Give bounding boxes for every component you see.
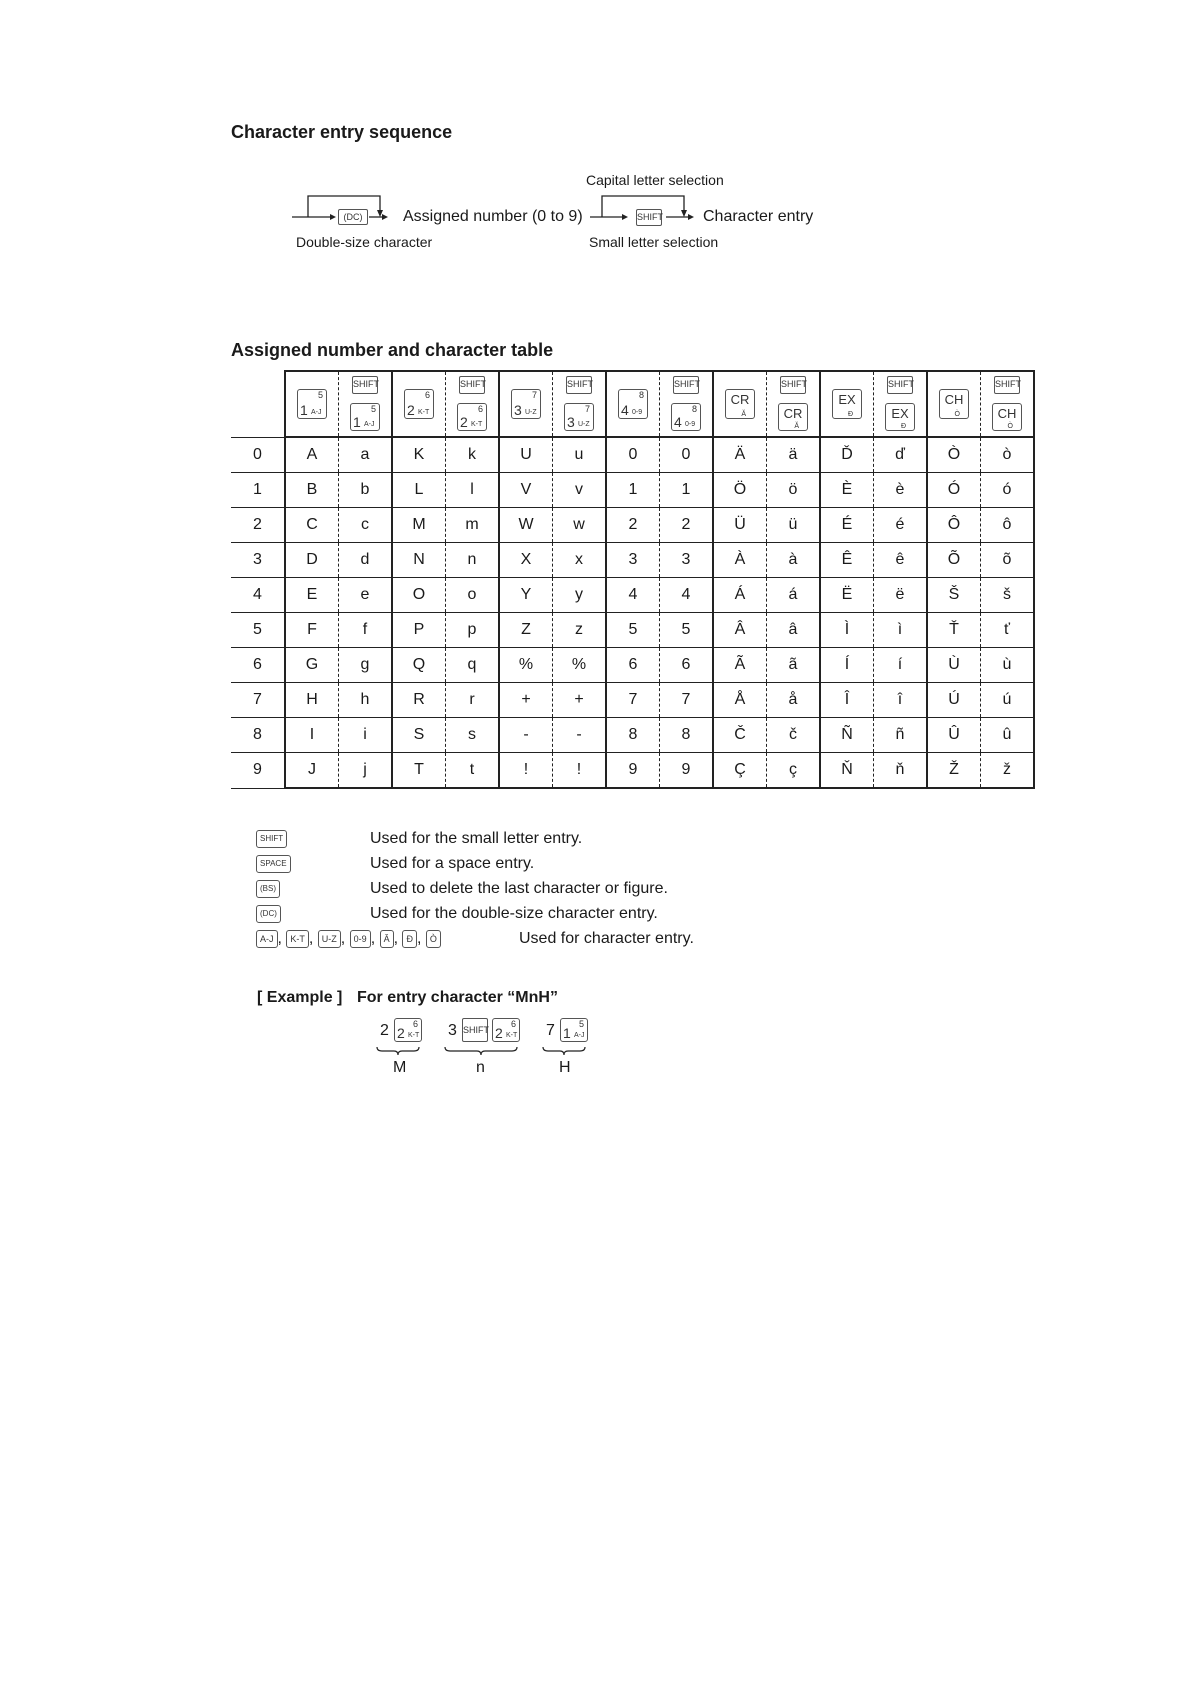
dc-key: (DC) <box>338 209 368 225</box>
char-cell: â <box>767 613 821 648</box>
char-cell: Û <box>927 718 981 753</box>
legend-key: 0-9 <box>350 930 371 948</box>
char-cell: 6 <box>660 648 714 683</box>
char-cell: Ö <box>713 473 767 508</box>
key-main-label: 1 <box>353 414 361 430</box>
char-cell: T <box>392 753 446 789</box>
key-cap-2 <box>492 1018 520 1042</box>
table-title: Assigned number and character table <box>231 340 554 360</box>
shift-key: SHIFT <box>994 376 1020 394</box>
header-cell <box>820 371 874 437</box>
char-cell: L <box>392 473 446 508</box>
shift-key: SHIFT <box>673 376 699 394</box>
character-entry-label: Character entry <box>703 208 814 225</box>
char-cell: Â <box>713 613 767 648</box>
capital-letter-label: Capital letter selection <box>586 172 724 188</box>
header-cell <box>446 371 500 437</box>
char-cell: g <box>339 648 393 683</box>
example-result: M <box>393 1059 407 1076</box>
key-sub-label: 0-9 <box>632 409 643 416</box>
char-cell: ö <box>767 473 821 508</box>
key-main-label: 2 <box>407 402 415 418</box>
char-cell: y <box>553 578 607 613</box>
key-sub-label: A-J <box>311 409 322 416</box>
char-cell: Ò <box>927 437 981 473</box>
char-cell: b <box>339 473 393 508</box>
char-cell: Ü <box>713 508 767 543</box>
row-number: 3 <box>231 543 285 578</box>
char-cell: r <box>446 683 500 718</box>
key-main-label: CH <box>944 392 964 407</box>
brace <box>542 1046 586 1056</box>
shift-key: SHIFT <box>462 1018 488 1042</box>
key-sub-label: Ò <box>1007 423 1013 430</box>
char-cell: ê <box>874 543 928 578</box>
legend-key: Ò <box>426 930 441 948</box>
key-sup-label: 6 <box>510 1019 516 1029</box>
char-cell: Q <box>392 648 446 683</box>
char-cell: e <box>339 578 393 613</box>
char-cell: ä <box>767 437 821 473</box>
char-cell: w <box>553 508 607 543</box>
char-cell: z <box>553 613 607 648</box>
double-size-label: Double-size character <box>296 234 433 250</box>
legend-key: A-J <box>256 930 278 948</box>
row-number: 9 <box>231 753 285 789</box>
key-main-label: 1 <box>563 1025 571 1041</box>
table-row <box>231 437 1034 473</box>
char-cell: Ê <box>820 543 874 578</box>
table-row <box>231 578 1034 613</box>
char-cell: Ç <box>713 753 767 789</box>
table-row <box>231 543 1034 578</box>
char-cell: Á <box>713 578 767 613</box>
key-sup-label: 6 <box>424 390 430 400</box>
assigned-number-label: Assigned number (0 to 9) <box>403 208 583 225</box>
char-cell: c <box>339 508 393 543</box>
key-main-label: CR <box>783 406 803 421</box>
char-cell: 2 <box>606 508 660 543</box>
char-cell: U <box>499 437 553 473</box>
key-sup-label: 8 <box>638 390 644 400</box>
key-cap-2 <box>457 403 487 431</box>
char-cell: Š <box>927 578 981 613</box>
example-title: For entry character “MnH” <box>357 989 558 1006</box>
char-cell: 9 <box>606 753 660 789</box>
brace <box>376 1046 420 1056</box>
example-sequence <box>380 1018 780 1078</box>
header-cell <box>606 371 660 437</box>
char-cell: o <box>446 578 500 613</box>
key-sup-label: 8 <box>691 404 697 414</box>
key-main-label: 2 <box>495 1025 503 1041</box>
char-cell: Č <box>713 718 767 753</box>
key-sup-label: 5 <box>578 1019 584 1029</box>
key-cap-4 <box>618 389 648 419</box>
row-number: 5 <box>231 613 285 648</box>
example-label: [ Example ] <box>257 989 343 1006</box>
char-cell: J <box>285 753 339 789</box>
char-cell: K <box>392 437 446 473</box>
key-sub-label: Ă <box>794 423 799 430</box>
char-cell: a <box>339 437 393 473</box>
char-cell: ã <box>767 648 821 683</box>
legend-key: SPACE <box>256 855 291 873</box>
char-cell: õ <box>981 543 1035 578</box>
table-row <box>231 718 1034 753</box>
key-cap-ch <box>939 389 969 419</box>
key-sub-label: K-T <box>408 1032 420 1039</box>
legend-text: Used for the double-size character entry. <box>370 905 658 922</box>
key-sub-label: Đ <box>900 423 906 430</box>
small-letter-label: Small letter selection <box>589 234 719 250</box>
key-sup-label: 7 <box>584 404 590 414</box>
key-cap-1 <box>297 389 327 419</box>
key-cap-cr <box>725 389 755 419</box>
char-cell: D <box>285 543 339 578</box>
example-digit: 3 <box>448 1022 457 1039</box>
char-cell: č <box>767 718 821 753</box>
char-cell: Ã <box>713 648 767 683</box>
char-cell: Ú <box>927 683 981 718</box>
row-number: 0 <box>231 437 285 473</box>
shift-key: SHIFT <box>887 376 913 394</box>
shift-key: SHIFT <box>566 376 592 394</box>
char-cell: ó <box>981 473 1035 508</box>
char-cell: À <box>713 543 767 578</box>
char-cell: f <box>339 613 393 648</box>
char-cell: k <box>446 437 500 473</box>
char-cell: v <box>553 473 607 508</box>
key-cap-2 <box>394 1018 422 1042</box>
char-cell: p <box>446 613 500 648</box>
char-cell: q <box>446 648 500 683</box>
char-cell: Y <box>499 578 553 613</box>
char-cell: è <box>874 473 928 508</box>
char-cell: 3 <box>606 543 660 578</box>
char-cell: û <box>981 718 1035 753</box>
table-row <box>231 613 1034 648</box>
header-cell <box>499 371 553 437</box>
key-sub-label: U-Z <box>525 409 537 416</box>
key-main-label: 3 <box>514 402 522 418</box>
legend-key: SHIFT <box>256 830 287 848</box>
char-cell: í <box>874 648 928 683</box>
example-digit: 7 <box>546 1022 555 1039</box>
key-sup-label: 6 <box>412 1019 418 1029</box>
char-cell: é <box>874 508 928 543</box>
key-cap-ex <box>832 389 862 419</box>
char-cell: 7 <box>660 683 714 718</box>
shift-key: SHIFT <box>780 376 806 394</box>
key-sup-label: 5 <box>317 390 323 400</box>
char-cell: x <box>553 543 607 578</box>
char-cell: Ť <box>927 613 981 648</box>
char-cell: 6 <box>606 648 660 683</box>
header-cell <box>339 371 393 437</box>
legend-key: (BS) <box>256 880 280 898</box>
header-cell <box>874 371 928 437</box>
char-cell: ! <box>553 753 607 789</box>
char-cell: X <box>499 543 553 578</box>
char-cell: A <box>285 437 339 473</box>
key-sub-label: A-J <box>364 421 375 428</box>
key-main-label: 4 <box>674 414 682 430</box>
legend-key: U-Z <box>318 930 341 948</box>
example-result: H <box>559 1059 571 1076</box>
char-cell: Õ <box>927 543 981 578</box>
char-cell: 9 <box>660 753 714 789</box>
key-main-label: EX <box>838 392 856 407</box>
char-cell: h <box>339 683 393 718</box>
key-main-label: CH <box>997 406 1017 421</box>
char-cell: t <box>446 753 500 789</box>
char-cell: % <box>553 648 607 683</box>
row-number: 2 <box>231 508 285 543</box>
key-cap-3 <box>564 403 594 431</box>
char-cell: N <box>392 543 446 578</box>
char-cell: ď <box>874 437 928 473</box>
row-number: 8 <box>231 718 285 753</box>
key-main-label: EX <box>891 406 909 421</box>
header-cell <box>392 371 446 437</box>
char-cell: H <box>285 683 339 718</box>
char-cell: ň <box>874 753 928 789</box>
char-cell: Å <box>713 683 767 718</box>
row-number: 1 <box>231 473 285 508</box>
key-sub-label: Ò <box>954 411 960 418</box>
brace <box>444 1046 518 1056</box>
char-cell: 0 <box>660 437 714 473</box>
header-cell <box>713 371 767 437</box>
char-cell: ò <box>981 437 1035 473</box>
key-sub-label: K-T <box>418 409 430 416</box>
legend-text: Used for character entry. <box>519 930 694 947</box>
char-cell: + <box>499 683 553 718</box>
key-sub-label: K-T <box>471 421 483 428</box>
legend-text: Used for the small letter entry. <box>370 830 583 847</box>
char-cell: ü <box>767 508 821 543</box>
char-cell: î <box>874 683 928 718</box>
key-cap-1 <box>350 403 380 431</box>
row-number: 7 <box>231 683 285 718</box>
char-cell: Ň <box>820 753 874 789</box>
char-cell: Ď <box>820 437 874 473</box>
char-cell: Ë <box>820 578 874 613</box>
char-cell: m <box>446 508 500 543</box>
char-cell: ú <box>981 683 1035 718</box>
char-cell: S <box>392 718 446 753</box>
table-row <box>231 473 1034 508</box>
char-cell: Ô <box>927 508 981 543</box>
key-cap-cr <box>778 403 808 431</box>
char-cell: G <box>285 648 339 683</box>
char-cell: ô <box>981 508 1035 543</box>
char-cell: å <box>767 683 821 718</box>
char-cell: ñ <box>874 718 928 753</box>
char-cell: + <box>553 683 607 718</box>
char-cell: Ñ <box>820 718 874 753</box>
char-cell: Ù <box>927 648 981 683</box>
char-cell: 5 <box>606 613 660 648</box>
char-cell: B <box>285 473 339 508</box>
header-cell <box>660 371 714 437</box>
char-cell: 4 <box>660 578 714 613</box>
char-cell: ž <box>981 753 1035 789</box>
char-cell: s <box>446 718 500 753</box>
char-cell: d <box>339 543 393 578</box>
key-sub-label: K-T <box>506 1032 518 1039</box>
char-cell: - <box>553 718 607 753</box>
header-row <box>231 371 1034 437</box>
corner-cell <box>231 371 285 437</box>
char-cell: ì <box>874 613 928 648</box>
key-sup-label: 6 <box>477 404 483 414</box>
key-cap-ch <box>992 403 1022 431</box>
table-row <box>231 508 1034 543</box>
char-cell: Í <box>820 648 874 683</box>
key-main-label: 1 <box>300 402 308 418</box>
character-table <box>231 370 1035 789</box>
table-row <box>231 648 1034 683</box>
char-cell: ç <box>767 753 821 789</box>
key-sub-label: 0-9 <box>685 421 696 428</box>
key-main-label: 4 <box>621 402 629 418</box>
char-cell: F <box>285 613 339 648</box>
char-cell: Ó <box>927 473 981 508</box>
example-result: n <box>476 1059 485 1076</box>
legend-row <box>256 830 956 852</box>
char-cell: 1 <box>660 473 714 508</box>
key-sub-label: Ă <box>741 411 746 418</box>
char-cell: W <box>499 508 553 543</box>
char-cell: Ž <box>927 753 981 789</box>
key-main-label: 2 <box>460 414 468 430</box>
key-cap-1 <box>560 1018 588 1042</box>
legend-row-multi: A-J , K-T , U-Z , 0-9 , Ă , Đ , Ò Used for character entry. <box>256 930 956 952</box>
char-cell: Ì <box>820 613 874 648</box>
char-cell: n <box>446 543 500 578</box>
char-cell: I <box>285 718 339 753</box>
char-cell: 5 <box>660 613 714 648</box>
char-cell: š <box>981 578 1035 613</box>
char-cell: à <box>767 543 821 578</box>
key-cap-ex <box>885 403 915 431</box>
char-cell: 2 <box>660 508 714 543</box>
header-cell <box>553 371 607 437</box>
key-cap-3 <box>511 389 541 419</box>
legend-text: Used to delete the last character or figure. <box>370 880 668 897</box>
char-cell: ë <box>874 578 928 613</box>
legend-key: K-T <box>286 930 309 948</box>
legend-row <box>256 855 956 877</box>
legend-text: Used for a space entry. <box>370 855 535 872</box>
header-cell <box>767 371 821 437</box>
key-sup-label: 7 <box>531 390 537 400</box>
shift-key: SHIFT <box>459 376 485 394</box>
key-main-label: CR <box>730 392 750 407</box>
char-cell: % <box>499 648 553 683</box>
char-cell: E <box>285 578 339 613</box>
char-cell: V <box>499 473 553 508</box>
key-sub-label: Đ <box>847 411 853 418</box>
header-cell <box>927 371 981 437</box>
char-cell: l <box>446 473 500 508</box>
char-cell: P <box>392 613 446 648</box>
char-cell: 3 <box>660 543 714 578</box>
char-cell: 1 <box>606 473 660 508</box>
header-cell <box>981 371 1035 437</box>
shift-key: SHIFT <box>352 376 378 394</box>
char-cell: ť <box>981 613 1035 648</box>
char-cell: C <box>285 508 339 543</box>
char-cell: u <box>553 437 607 473</box>
key-cap-2 <box>404 389 434 419</box>
row-number: 4 <box>231 578 285 613</box>
char-cell: - <box>499 718 553 753</box>
char-cell: i <box>339 718 393 753</box>
char-cell: Z <box>499 613 553 648</box>
char-cell: É <box>820 508 874 543</box>
key-sub-label: U-Z <box>578 421 590 428</box>
char-cell: ù <box>981 648 1035 683</box>
char-cell: 7 <box>606 683 660 718</box>
key-sub-label: A-J <box>574 1032 585 1039</box>
legend-row <box>256 905 956 927</box>
shift-key: SHIFT <box>636 209 662 226</box>
char-cell: R <box>392 683 446 718</box>
legend-key: Ă <box>380 930 394 948</box>
char-cell: È <box>820 473 874 508</box>
key-cap-4 <box>671 403 701 431</box>
sequence-title: Character entry sequence <box>231 122 453 142</box>
char-cell: O <box>392 578 446 613</box>
legend-key: Đ <box>402 930 417 948</box>
char-cell: M <box>392 508 446 543</box>
example-digit: 2 <box>380 1022 389 1039</box>
char-cell: 8 <box>606 718 660 753</box>
key-main-label: 3 <box>567 414 575 430</box>
char-cell: ! <box>499 753 553 789</box>
char-cell: 8 <box>660 718 714 753</box>
char-cell: 0 <box>606 437 660 473</box>
key-main-label: 2 <box>397 1025 405 1041</box>
char-cell: Î <box>820 683 874 718</box>
header-cell <box>285 371 339 437</box>
legend-row <box>256 880 956 902</box>
char-cell: á <box>767 578 821 613</box>
char-cell: 4 <box>606 578 660 613</box>
table-row <box>231 683 1034 718</box>
table-row <box>231 753 1034 789</box>
char-cell: Ä <box>713 437 767 473</box>
char-cell: j <box>339 753 393 789</box>
legend-key: (DC) <box>256 905 281 923</box>
key-sup-label: 5 <box>370 404 376 414</box>
row-number: 6 <box>231 648 285 683</box>
